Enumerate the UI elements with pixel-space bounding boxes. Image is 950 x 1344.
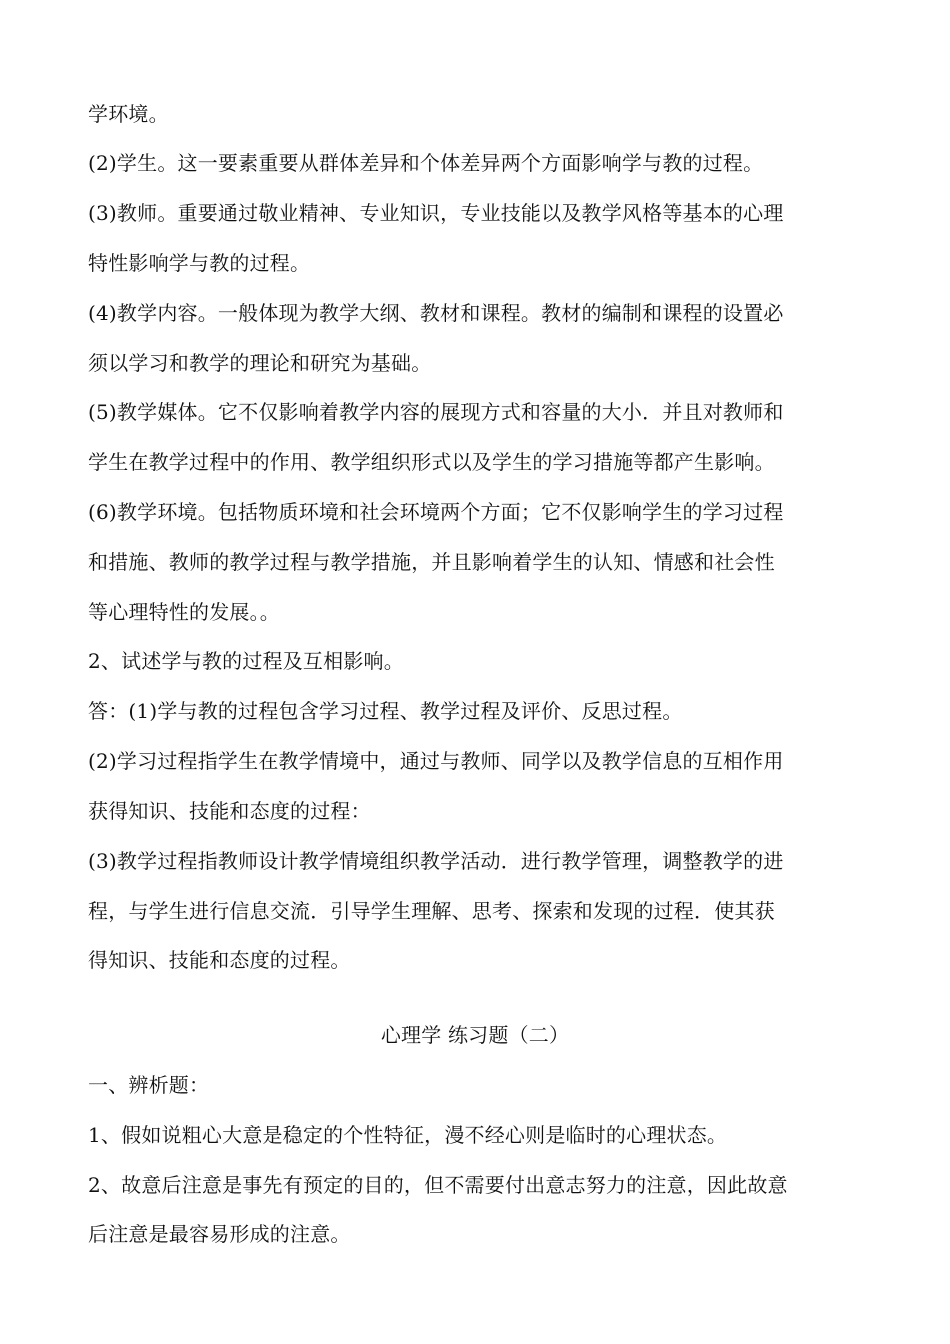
section-title: 心理学 练习题（二）: [380, 1023, 570, 1047]
text-line: 和措施、教师的教学过程与教学措施，并且影响着学生的认知、情感和社会性: [88, 550, 775, 574]
text-line: (6)教学环境。包括物质环境和社会环境两个方面；它不仅影响学生的学习过程: [88, 500, 784, 524]
text-line: (4)教学内容。一般体现为教学大纲、教材和课程。教材的编制和课程的设置必: [88, 301, 784, 325]
answer-line: 答：(1)学与教的过程包含学习过程、教学过程及评价、反思过程。: [88, 699, 683, 723]
text-line: (3)教学过程指教师设计教学情境组织教学活动．进行教学管理，调整教学的进: [88, 849, 784, 873]
section-heading: 一、辨析题：: [88, 1073, 210, 1097]
text-line: (5)教学媒体。它不仅影响着教学内容的展现方式和容量的大小．并且对教师和: [88, 400, 784, 424]
text-line: 须以学习和教学的理论和研究为基础。: [88, 351, 432, 375]
text-line: 学生在教学过程中的作用、教学组织形式以及学生的学习措施等都产生影响。: [88, 450, 775, 474]
text-line: 2、故意后注意是事先有预定的目的，但不需要付出意志努力的注意，因此故意: [88, 1173, 788, 1197]
text-line: 学环境。: [88, 102, 169, 126]
text-line: 后注意是最容易形成的注意。: [88, 1222, 351, 1246]
text-line: 特性影响学与教的过程。: [88, 251, 311, 275]
text-line: 程，与学生进行信息交流．引导学生理解、思考、探索和发现的过程．使其获: [88, 899, 775, 923]
text-line: (2)学习过程指学生在教学情境中，通过与教师、同学以及教学信息的互相作用: [88, 749, 784, 773]
text-line: 获得知识、技能和态度的过程：: [88, 799, 371, 823]
text-line: (3)教师。重要通过敬业精神、专业知识，专业技能以及教学风格等基本的心理: [88, 201, 784, 225]
text-line: (2)学生。这一要素重要从群体差异和个体差异两个方面影响学与教的过程。: [88, 151, 764, 175]
text-line: 等心理特性的发展。。: [88, 600, 280, 624]
text-line: 得知识、技能和态度的过程。: [88, 948, 351, 972]
question-line: 2、试述学与教的过程及互相影响。: [88, 649, 404, 673]
text-line: 1、假如说粗心大意是稳定的个性特征，漫不经心则是临时的心理状态。: [88, 1123, 728, 1147]
